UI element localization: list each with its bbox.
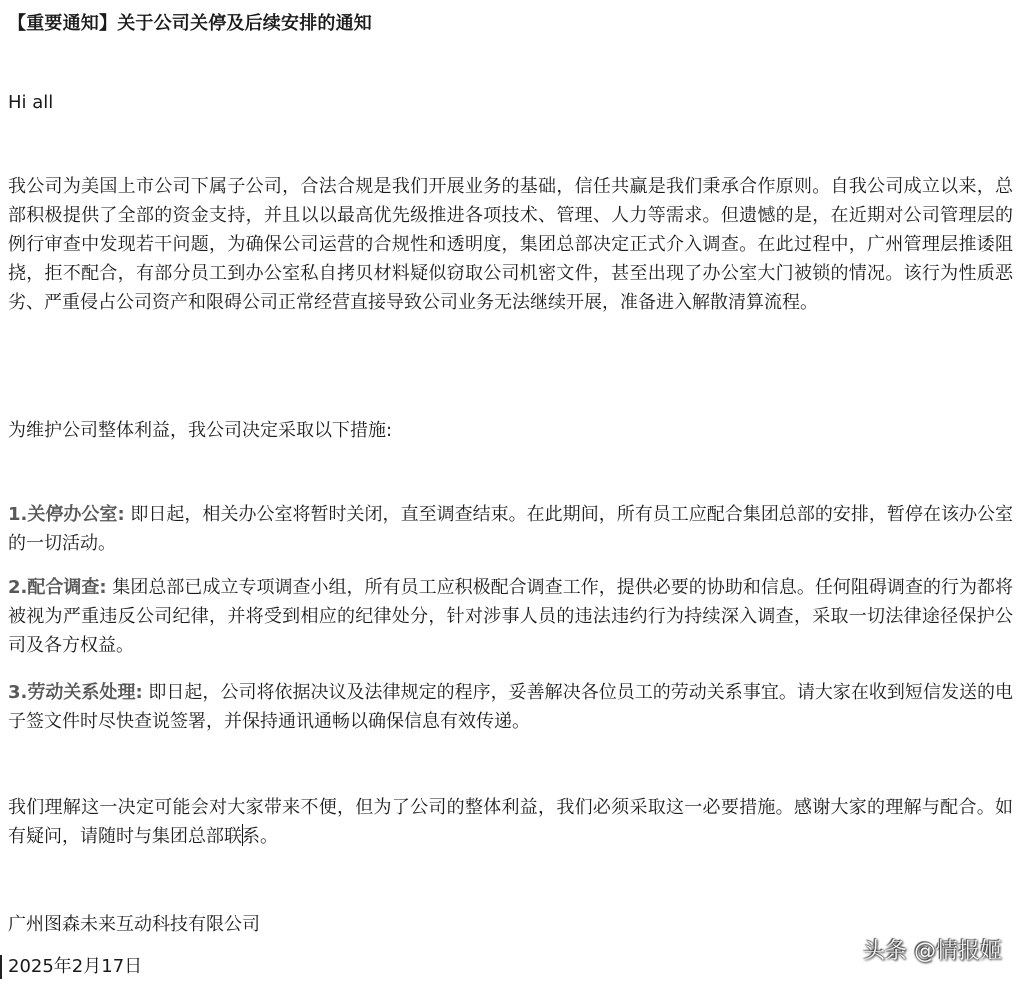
measure-item [8,573,1013,660]
paragraph-background: 我公司为美国上市公司下属子公司，合法合规是我们开展业务的基础，信任共赢是我们秉承合作原则。自我公司成立以来，总部积极提供了全部的资金支持，并且以以最高优先级推进各项技术、管理、人力等需求。但遗憾的是，在近期对公司管理层的例行审查中发现若干问题，为确保公司运营的合规性和透明度，集团总部决定正式介入调查。在此过程中，广州管理层推诿阻挠，拒不配合，有部分员工到办公室私自拷贝材料疑似窃取公司机密文件，甚至出现了办公室大门被锁的情况。该行为性质恶劣、严重侵占公司资产和限碍公司正常经营直接导致公司业务无法继续开展，准备进入解散清算流程。 [8,176,1013,313]
measure-label: 3.劳动关系处理: [8,682,143,703]
notice-date: 2025年2月17日 [8,956,143,977]
measure-item [8,500,1013,558]
closing-text: 我们理解这一决定可能会对大家带来不便，但为了公司的整体利益，我们必须采取这一必要措施。感谢大家的理解与配合。如有疑问，请随时与集团总部联 [8,797,1013,847]
measure-text: 即日起，相关办公室将暂时关闭，直至调查结束。在此期间，所有员工应配合集团总部的安排，暂停在该办公室的一切活动。 [8,504,1013,554]
paragraph-closing[interactable] [8,793,1013,851]
measure-label: 1.关停办公室: [8,504,125,525]
company-signature: 广州图森未来互动科技有限公司 [8,914,260,935]
closing-text-end: 系。 [242,826,278,847]
watermark: 头条 @情报姬 [863,939,1002,964]
left-edge-marker [0,955,2,979]
measure-text: 集团总部已成立专项调查小组，所有员工应积极配合调查工作，提供必要的协助和信息。任何阻碍调查的行为都将被视为严重违反公司纪律，并将受到相应的纪律处分，针对涉事人员的违法违约行为持续深入调查，采取一切法律途径保护公司及各方权益。 [8,577,1014,656]
notice-title: 【重要通知】关于公司关停及后续安排的通知 [8,13,372,34]
measure-label: 2.配合调查: [8,577,107,598]
measure-text: 即日起，公司将依据决议及法律规定的程序，妥善解决各位员工的劳动关系事宜。请大家在收到短信发送的电子签文件时尽快查说签署，并保持通讯通畅以确保信息有效传递。 [8,682,1014,732]
paragraph-measures-intro: 为维护公司整体利益，我公司决定采取以下措施: [8,420,393,441]
measure-item [8,678,1013,736]
greeting: Hi all [8,92,54,113]
